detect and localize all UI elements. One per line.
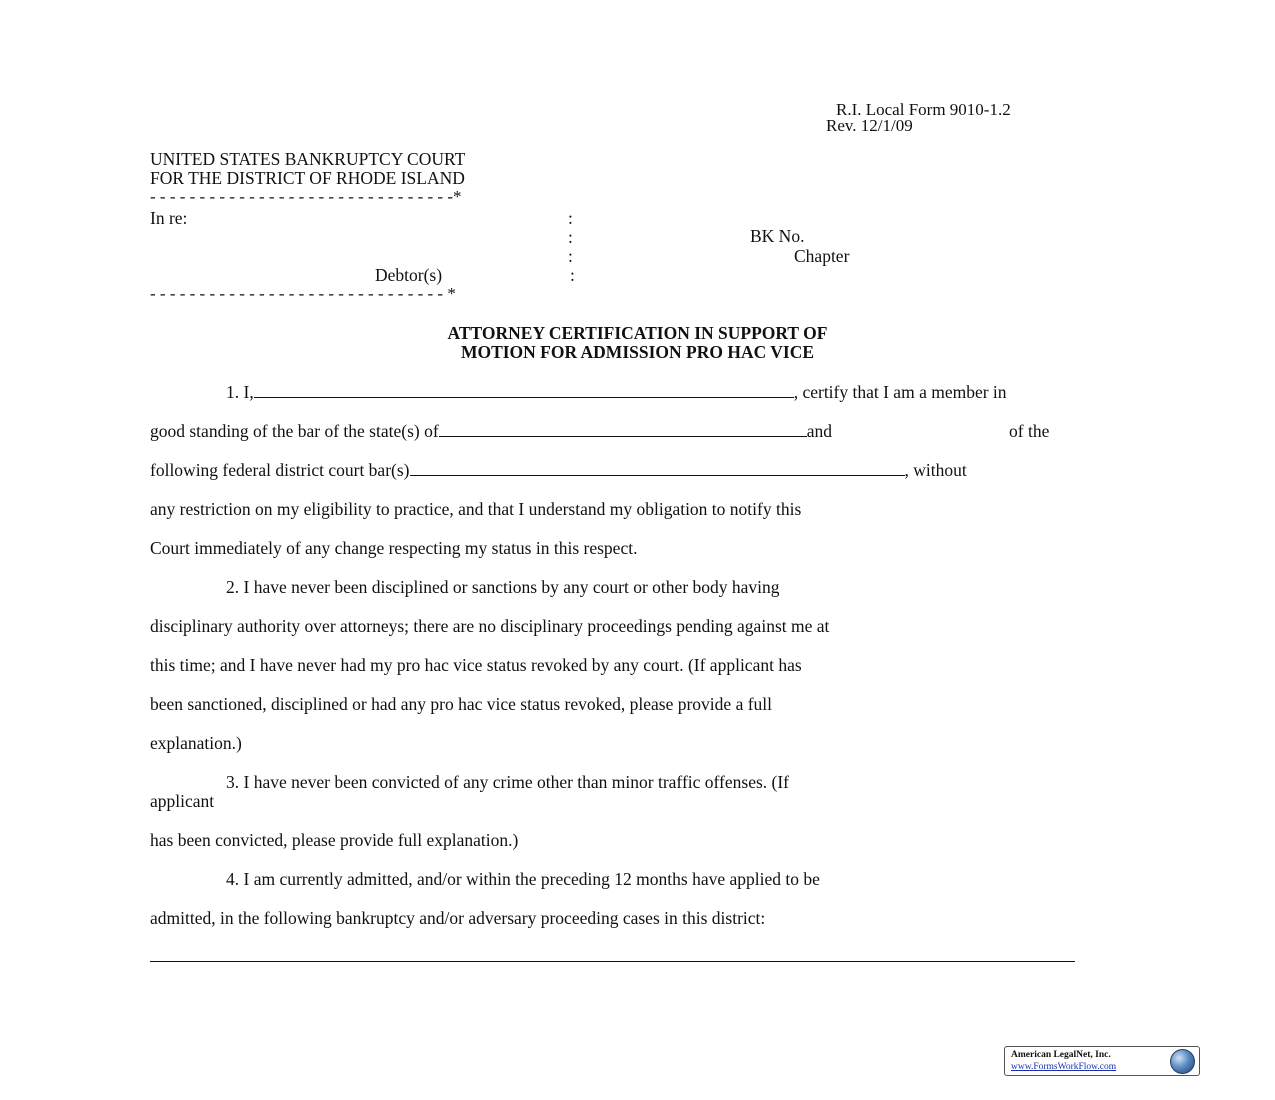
debtor-label: Debtor(s) — [375, 265, 443, 285]
bk-no-label: BK No. — [750, 226, 805, 246]
globe-icon — [1170, 1049, 1195, 1074]
document-title-line2: MOTION FOR ADMISSION PRO HAC VICE — [460, 342, 815, 362]
badge-url-link[interactable]: www.FormsWorkFlow.com — [1011, 1062, 1117, 1072]
caption-colon: : — [568, 208, 573, 228]
cases-blank-line[interactable] — [150, 961, 1075, 962]
paragraph-3-line1: 3. I have never been convicted of any crime other than minor traffic offenses. (If — [226, 772, 790, 792]
paragraph-1-of-the: of the — [1009, 421, 1050, 441]
paragraph-4-line1: 4. I am currently admitted, and/or within the preceding 12 months have applied to be — [226, 869, 820, 889]
paragraph-2-line2: disciplinary authority over attorneys; there are no disciplinary proceedings pending against me at — [150, 616, 830, 636]
paragraph-1-line3: following federal district court bar(s) , without — [150, 460, 967, 480]
paragraph-3-line2: applicant — [150, 791, 215, 811]
caption-colon: : — [570, 265, 575, 285]
document-title-line1: ATTORNEY CERTIFICATION IN SUPPORT OF — [447, 323, 828, 343]
p1-certify: , certify that I am a member in — [793, 382, 1007, 402]
paragraph-1-line5: Court immediately of any change respecting my status in this respect. — [150, 538, 638, 558]
paragraph-1-line1 — [226, 382, 1007, 403]
paragraph-1-line4: any restriction on my eligibility to practice, and that I understand my obligation to notify this — [150, 499, 802, 519]
court-name-line1: UNITED STATES BANKRUPTCY COURT — [150, 149, 466, 169]
court-name-line2: FOR THE DISTRICT OF RHODE ISLAND — [150, 168, 465, 188]
paragraph-2-line4: been sanctioned, disciplined or had any pro hac vice status revoked, please provide a full — [150, 694, 773, 714]
attorney-name-blank[interactable] — [254, 383, 794, 398]
state-bar-blank[interactable] — [439, 422, 807, 437]
form-revision: Rev. 12/1/09 — [826, 116, 913, 135]
federal-court-bar-blank[interactable] — [410, 461, 905, 476]
chapter-label: Chapter — [794, 246, 850, 266]
p1-lead: 1. I, — [226, 382, 254, 402]
caption-colon: : — [568, 246, 573, 266]
caption-dash-line-bottom: - - - - - - - - - - - - - - - - - - - - - - - - - - - - - - * — [150, 284, 456, 303]
paragraph-2-line3: this time; and I have never had my pro hac vice status revoked by any court. (If applicant has — [150, 655, 802, 675]
form-id: R.I. Local Form 9010-1.2 — [836, 100, 1011, 119]
in-re-label: In re: — [150, 208, 188, 228]
paragraph-3-line3: has been convicted, please provide full explanation.) — [150, 830, 519, 850]
paragraph-4-line2: admitted, in the following bankruptcy and/or adversary proceeding cases in this district: — [150, 908, 766, 928]
badge-company: American LegalNet, Inc. — [1011, 1050, 1111, 1060]
paragraph-2-line1: 2. I have never been disciplined or sanctions by any court or other body having — [226, 577, 780, 597]
paragraph-2-line5: explanation.) — [150, 733, 242, 753]
paragraph-1-line2: good standing of the bar of the state(s) of and — [150, 421, 832, 441]
caption-colon: : — [568, 227, 573, 247]
american-legalnet-badge[interactable] — [1004, 1046, 1200, 1076]
caption-dash-line-top: - - - - - - - - - - - - - - - - - - - - - - - - - - - - - - -* — [150, 187, 462, 206]
